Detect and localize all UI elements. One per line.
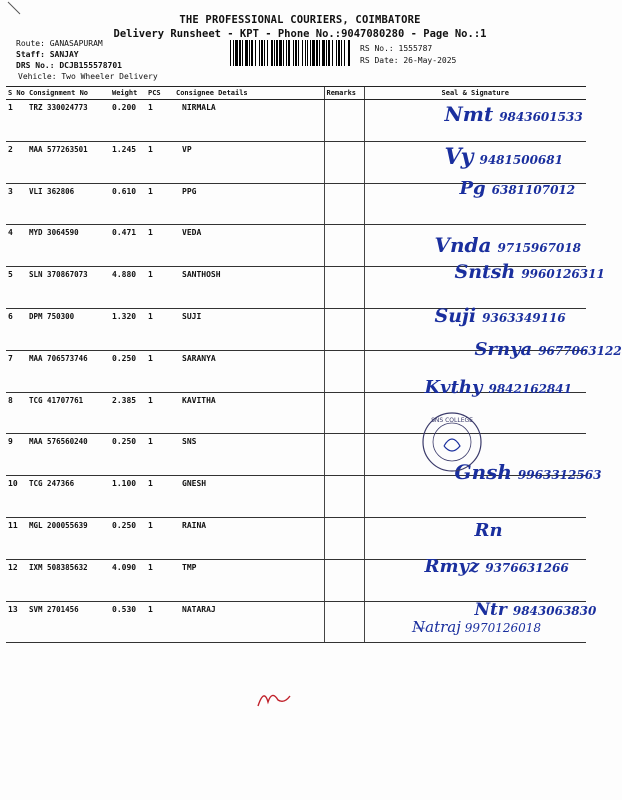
runsheet-table — [6, 86, 622, 643]
consignment-number: VLI 362806 — [27, 183, 110, 225]
rs-number: RS No.: 1555787 — [360, 44, 433, 53]
weight-value: 2.385 — [110, 392, 146, 434]
handwritten-signature — [460, 178, 576, 199]
consignment-number: SVM 2701456 — [27, 601, 110, 643]
consignee-name: SNS — [174, 434, 324, 476]
col-sno: S No — [6, 87, 27, 100]
signature-scrawl: Kvthy — [424, 376, 483, 398]
col-consignee: Consignee Details — [174, 87, 324, 100]
row-sno: 3 — [6, 183, 27, 225]
signature-scrawl: Rn — [474, 519, 503, 541]
signature-phone: 9963312563 — [517, 468, 602, 483]
pcs-value: 1 — [146, 100, 174, 142]
row-sno: 9 — [6, 434, 27, 476]
table-row — [6, 183, 586, 225]
consignee-name: VP — [174, 141, 324, 183]
red-pen-mark — [254, 684, 294, 712]
col-consignment: Consignment No — [27, 87, 110, 100]
consignment-number: MAA 576560240 — [27, 434, 110, 476]
runsheet-subtitle: Delivery Runsheet - KPT - Phone No.:9047080280 - Page No.:1 — [113, 28, 487, 40]
signature-phone: 9715967018 — [497, 241, 582, 256]
weight-value: 0.610 — [110, 183, 146, 225]
consignment-number: SLN 370867073 — [27, 267, 110, 309]
weight-value: 0.471 — [110, 225, 146, 267]
remarks-cell — [324, 559, 364, 601]
signature-scrawl: Srnya — [474, 338, 533, 360]
col-weight: Weight — [110, 87, 146, 100]
consignee-name: RAINA — [174, 517, 324, 559]
handwritten-signature — [445, 102, 583, 126]
signature-phone: 9843601533 — [499, 110, 583, 124]
handwritten-signature — [475, 520, 509, 541]
pcs-value: 1 — [146, 392, 174, 434]
drs-label: DRS No.: DCJB155578701 — [16, 61, 122, 70]
consignment-number: MAA 577263501 — [27, 141, 110, 183]
consignment-number: MYD 3064590 — [27, 225, 110, 267]
weight-value: 0.200 — [110, 100, 146, 142]
col-pcs: PCS — [146, 87, 174, 100]
pcs-value: 1 — [146, 141, 174, 183]
staff-label: Staff: SANJAY — [16, 50, 79, 59]
remarks-cell — [324, 350, 364, 392]
handwritten-signature — [475, 339, 622, 360]
pcs-value: 1 — [146, 308, 174, 350]
route-label: Route: GANASAPURAM — [16, 39, 103, 48]
signature-phone: 9363349116 — [482, 310, 566, 325]
pcs-value: 1 — [146, 225, 174, 267]
remarks-cell — [324, 392, 364, 434]
row-sno: 1 — [6, 100, 27, 142]
row-sno: 6 — [6, 308, 27, 350]
handwritten-signature — [445, 144, 563, 170]
pcs-value: 1 — [146, 476, 174, 518]
table-row — [6, 392, 586, 434]
row-sno: 5 — [6, 267, 27, 309]
signature-scrawl: Rmyz — [424, 555, 480, 577]
consignee-name: NIRMALA — [174, 100, 324, 142]
signature-phone: 9481500681 — [479, 152, 563, 167]
weight-value: 1.245 — [110, 141, 146, 183]
signature-scrawl: Gnsh — [454, 460, 512, 485]
remarks-cell — [324, 308, 364, 350]
signature-scrawl: Pg — [459, 177, 486, 199]
col-signature: Seal & Signature — [364, 87, 586, 100]
pcs-value: 1 — [146, 559, 174, 601]
company-title: THE PROFESSIONAL COURIERS, COIMBATORE — [179, 14, 421, 26]
remarks-cell — [324, 183, 364, 225]
remarks-cell — [324, 225, 364, 267]
signature-cell — [364, 100, 586, 142]
weight-value: 0.530 — [110, 601, 146, 643]
table-row — [6, 517, 586, 559]
col-remarks: Remarks — [324, 87, 364, 100]
weight-value: 1.320 — [110, 308, 146, 350]
weight-value: 0.250 — [110, 434, 146, 476]
handwritten-signature — [425, 556, 569, 577]
signature-scrawl: Suji — [434, 304, 477, 327]
remarks-cell — [324, 267, 364, 309]
signature-scrawl: Sntsh — [454, 261, 516, 284]
handwritten-signature — [475, 600, 597, 620]
signature-scrawl: Vnda — [434, 233, 492, 258]
handwritten-signature — [425, 377, 572, 398]
consignment-number: IXM 508385632 — [27, 559, 110, 601]
signature-cell — [364, 460, 602, 518]
consignee-name: KAVITHA — [174, 392, 324, 434]
signature-cell — [364, 261, 605, 309]
extra-signature: N̶atraj 9970126018 — [412, 618, 542, 636]
remarks-cell — [324, 100, 364, 142]
consignment-number: MGL 200055639 — [27, 517, 110, 559]
table-row — [6, 476, 586, 518]
consignee-name: PPG — [174, 183, 324, 225]
row-sno: 4 — [6, 225, 27, 267]
signature-cell — [364, 555, 586, 601]
barcode — [230, 40, 352, 66]
consignee-name: SUJI — [174, 308, 324, 350]
pcs-value: 1 — [146, 350, 174, 392]
table-row — [6, 100, 586, 142]
pcs-value: 1 — [146, 434, 174, 476]
remarks-cell — [324, 476, 364, 518]
signature-phone: 9677063122 — [538, 343, 622, 358]
row-sno: 7 — [6, 350, 27, 392]
row-sno: 8 — [6, 392, 27, 434]
weight-value: 0.250 — [110, 350, 146, 392]
signature-cell — [364, 517, 586, 559]
consignment-number: MAA 706573746 — [27, 350, 110, 392]
consignee-name: NATARAJ — [174, 601, 324, 643]
weight-value: 4.880 — [110, 267, 146, 309]
signature-phone: 9843063830 — [512, 603, 597, 618]
consignment-number: TRZ 330024773 — [27, 100, 110, 142]
table-header-row — [6, 87, 586, 100]
pcs-value: 1 — [146, 267, 174, 309]
signature-cell — [364, 177, 586, 225]
signature-scrawl: Vy — [444, 143, 474, 170]
remarks-cell — [324, 141, 364, 183]
signature-scrawl: Ntr — [474, 599, 507, 620]
weight-value: 4.090 — [110, 559, 146, 601]
vehicle-label: Vehicle: Two Wheeler Delivery — [18, 72, 158, 81]
signature-phone: 9960126311 — [521, 267, 605, 282]
signature-scrawl: Nmt — [444, 102, 494, 126]
remarks-cell — [324, 517, 364, 559]
consignee-name: GNESH — [174, 476, 324, 518]
consignee-name: SANTHOSH — [174, 267, 324, 309]
handwritten-signature — [435, 233, 582, 257]
pcs-value: 1 — [146, 601, 174, 643]
extra-signature-phone: 9970126018 — [464, 621, 542, 635]
row-sno: 13 — [6, 601, 27, 643]
consignment-number: TCG 247366 — [27, 476, 110, 518]
handwritten-signature — [455, 261, 605, 283]
row-sno: 11 — [6, 517, 27, 559]
consignment-number: TCG 41707761 — [27, 392, 110, 434]
row-sno: 12 — [6, 559, 27, 601]
row-sno: 2 — [6, 141, 27, 183]
remarks-cell — [324, 601, 364, 643]
weight-value: 1.100 — [110, 476, 146, 518]
remarks-cell — [324, 434, 364, 476]
rs-date: RS Date: 26-May-2025 — [360, 56, 457, 65]
table-row — [6, 267, 586, 309]
handwritten-signature — [435, 305, 566, 327]
weight-value: 0.250 — [110, 517, 146, 559]
svg-text:SNS COLLEGE: SNS COLLEGE — [431, 417, 473, 424]
consignee-name: TMP — [174, 559, 324, 601]
signature-phone: 9842162841 — [488, 381, 572, 396]
consignee-name: VEDA — [174, 225, 324, 267]
college-stamp — [420, 410, 484, 474]
pcs-value: 1 — [146, 183, 174, 225]
table-row — [6, 559, 586, 601]
signature-phone: 6381107012 — [491, 182, 576, 197]
consignee-name: SARANYA — [174, 350, 324, 392]
row-sno: 10 — [6, 476, 27, 518]
consignment-number: DPM 750300 — [27, 308, 110, 350]
pcs-value: 1 — [146, 517, 174, 559]
signature-phone: 9376631266 — [485, 560, 569, 575]
